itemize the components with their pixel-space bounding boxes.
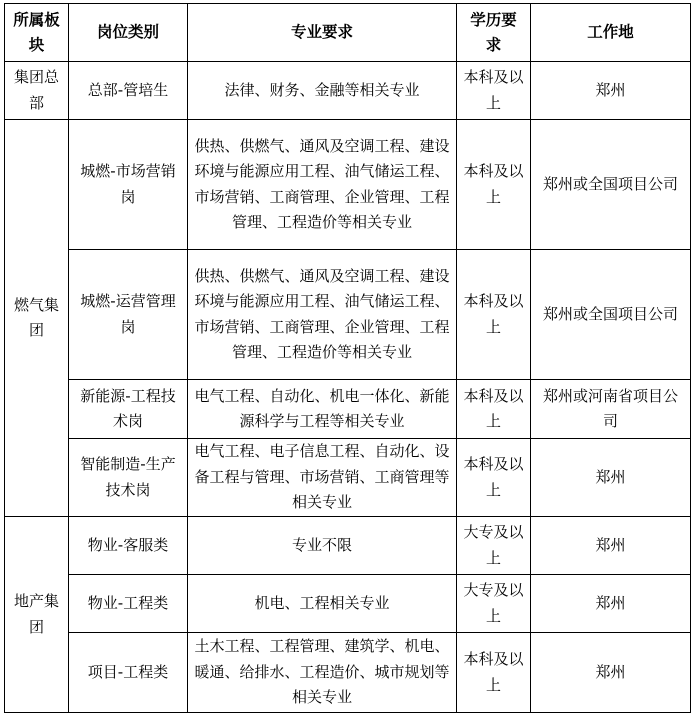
education-cell: 本科及以上 xyxy=(457,250,531,380)
table-row xyxy=(5,62,691,120)
table-row xyxy=(5,250,691,380)
header-major: 专业要求 xyxy=(188,4,457,62)
text-cursor xyxy=(690,249,691,267)
location-cell: 郑州 xyxy=(531,517,691,575)
header-row xyxy=(5,4,691,62)
category-cell: 城燃-市场营销岗 xyxy=(69,120,188,250)
group-gas: 燃气集团 xyxy=(5,120,69,517)
education-cell: 本科及以上 xyxy=(457,633,531,713)
category-cell: 总部-管培生 xyxy=(69,62,188,120)
education-cell: 本科及以上 xyxy=(457,62,531,120)
education-cell: 大专及以上 xyxy=(457,575,531,633)
location-cell: 郑州 xyxy=(531,633,691,713)
location-cell: 郑州 xyxy=(531,575,691,633)
table-row xyxy=(5,575,691,633)
major-cell: 电气工程、自动化、机电一体化、新能源科学与工程等相关专业 xyxy=(188,380,457,439)
major-cell: 供热、供燃气、通风及空调工程、建设环境与能源应用工程、油气储运工程、市场营销、工商管理、企业管理、工程管理、工程造价等相关专业 xyxy=(188,120,457,250)
category-cell: 城燃-运营管理岗 xyxy=(69,250,188,380)
recruitment-table xyxy=(4,3,691,713)
header-segment: 所属板块 xyxy=(5,4,69,62)
category-cell: 项目-工程类 xyxy=(69,633,188,713)
education-cell: 本科及以上 xyxy=(457,380,531,439)
major-cell: 法律、财务、金融等相关专业 xyxy=(188,62,457,120)
major-cell: 专业不限 xyxy=(188,517,457,575)
table-row xyxy=(5,517,691,575)
group-estate: 地产集团 xyxy=(5,517,69,713)
group-hq: 集团总部 xyxy=(5,62,69,120)
header-education: 学历要求 xyxy=(457,4,531,62)
table-row xyxy=(5,380,691,439)
education-cell: 本科及以上 xyxy=(457,439,531,517)
category-cell: 智能制造-生产技术岗 xyxy=(69,439,188,517)
location-cell: 郑州 xyxy=(531,439,691,517)
category-cell: 物业-客服类 xyxy=(69,517,188,575)
location-cell: 郑州或全国项目公司 xyxy=(531,250,691,380)
location-cell: 郑州 xyxy=(531,62,691,120)
category-cell: 物业-工程类 xyxy=(69,575,188,633)
major-cell: 土木工程、工程管理、建筑学、机电、暖通、给排水、工程造价、城市规划等相关专业 xyxy=(188,633,457,713)
major-cell: 机电、工程相关专业 xyxy=(188,575,457,633)
major-cell: 供热、供燃气、通风及空调工程、建设环境与能源应用工程、油气储运工程、市场营销、工商管理、企业管理、工程管理、工程造价等相关专业 xyxy=(188,250,457,380)
table-row xyxy=(5,120,691,250)
education-cell: 大专及以上 xyxy=(457,517,531,575)
header-category: 岗位类别 xyxy=(69,4,188,62)
education-cell: 本科及以上 xyxy=(457,120,531,250)
table-row xyxy=(5,439,691,517)
major-cell: 电气工程、电子信息工程、自动化、设备工程与管理、市场营销、工商管理等相关专业 xyxy=(188,439,457,517)
table-row xyxy=(5,633,691,713)
category-cell: 新能源-工程技术岗 xyxy=(69,380,188,439)
location-cell: 郑州或全国项目公司 xyxy=(531,120,691,250)
header-location: 工作地 xyxy=(531,4,691,62)
location-cell: 郑州或河南省项目公司 xyxy=(531,380,691,439)
